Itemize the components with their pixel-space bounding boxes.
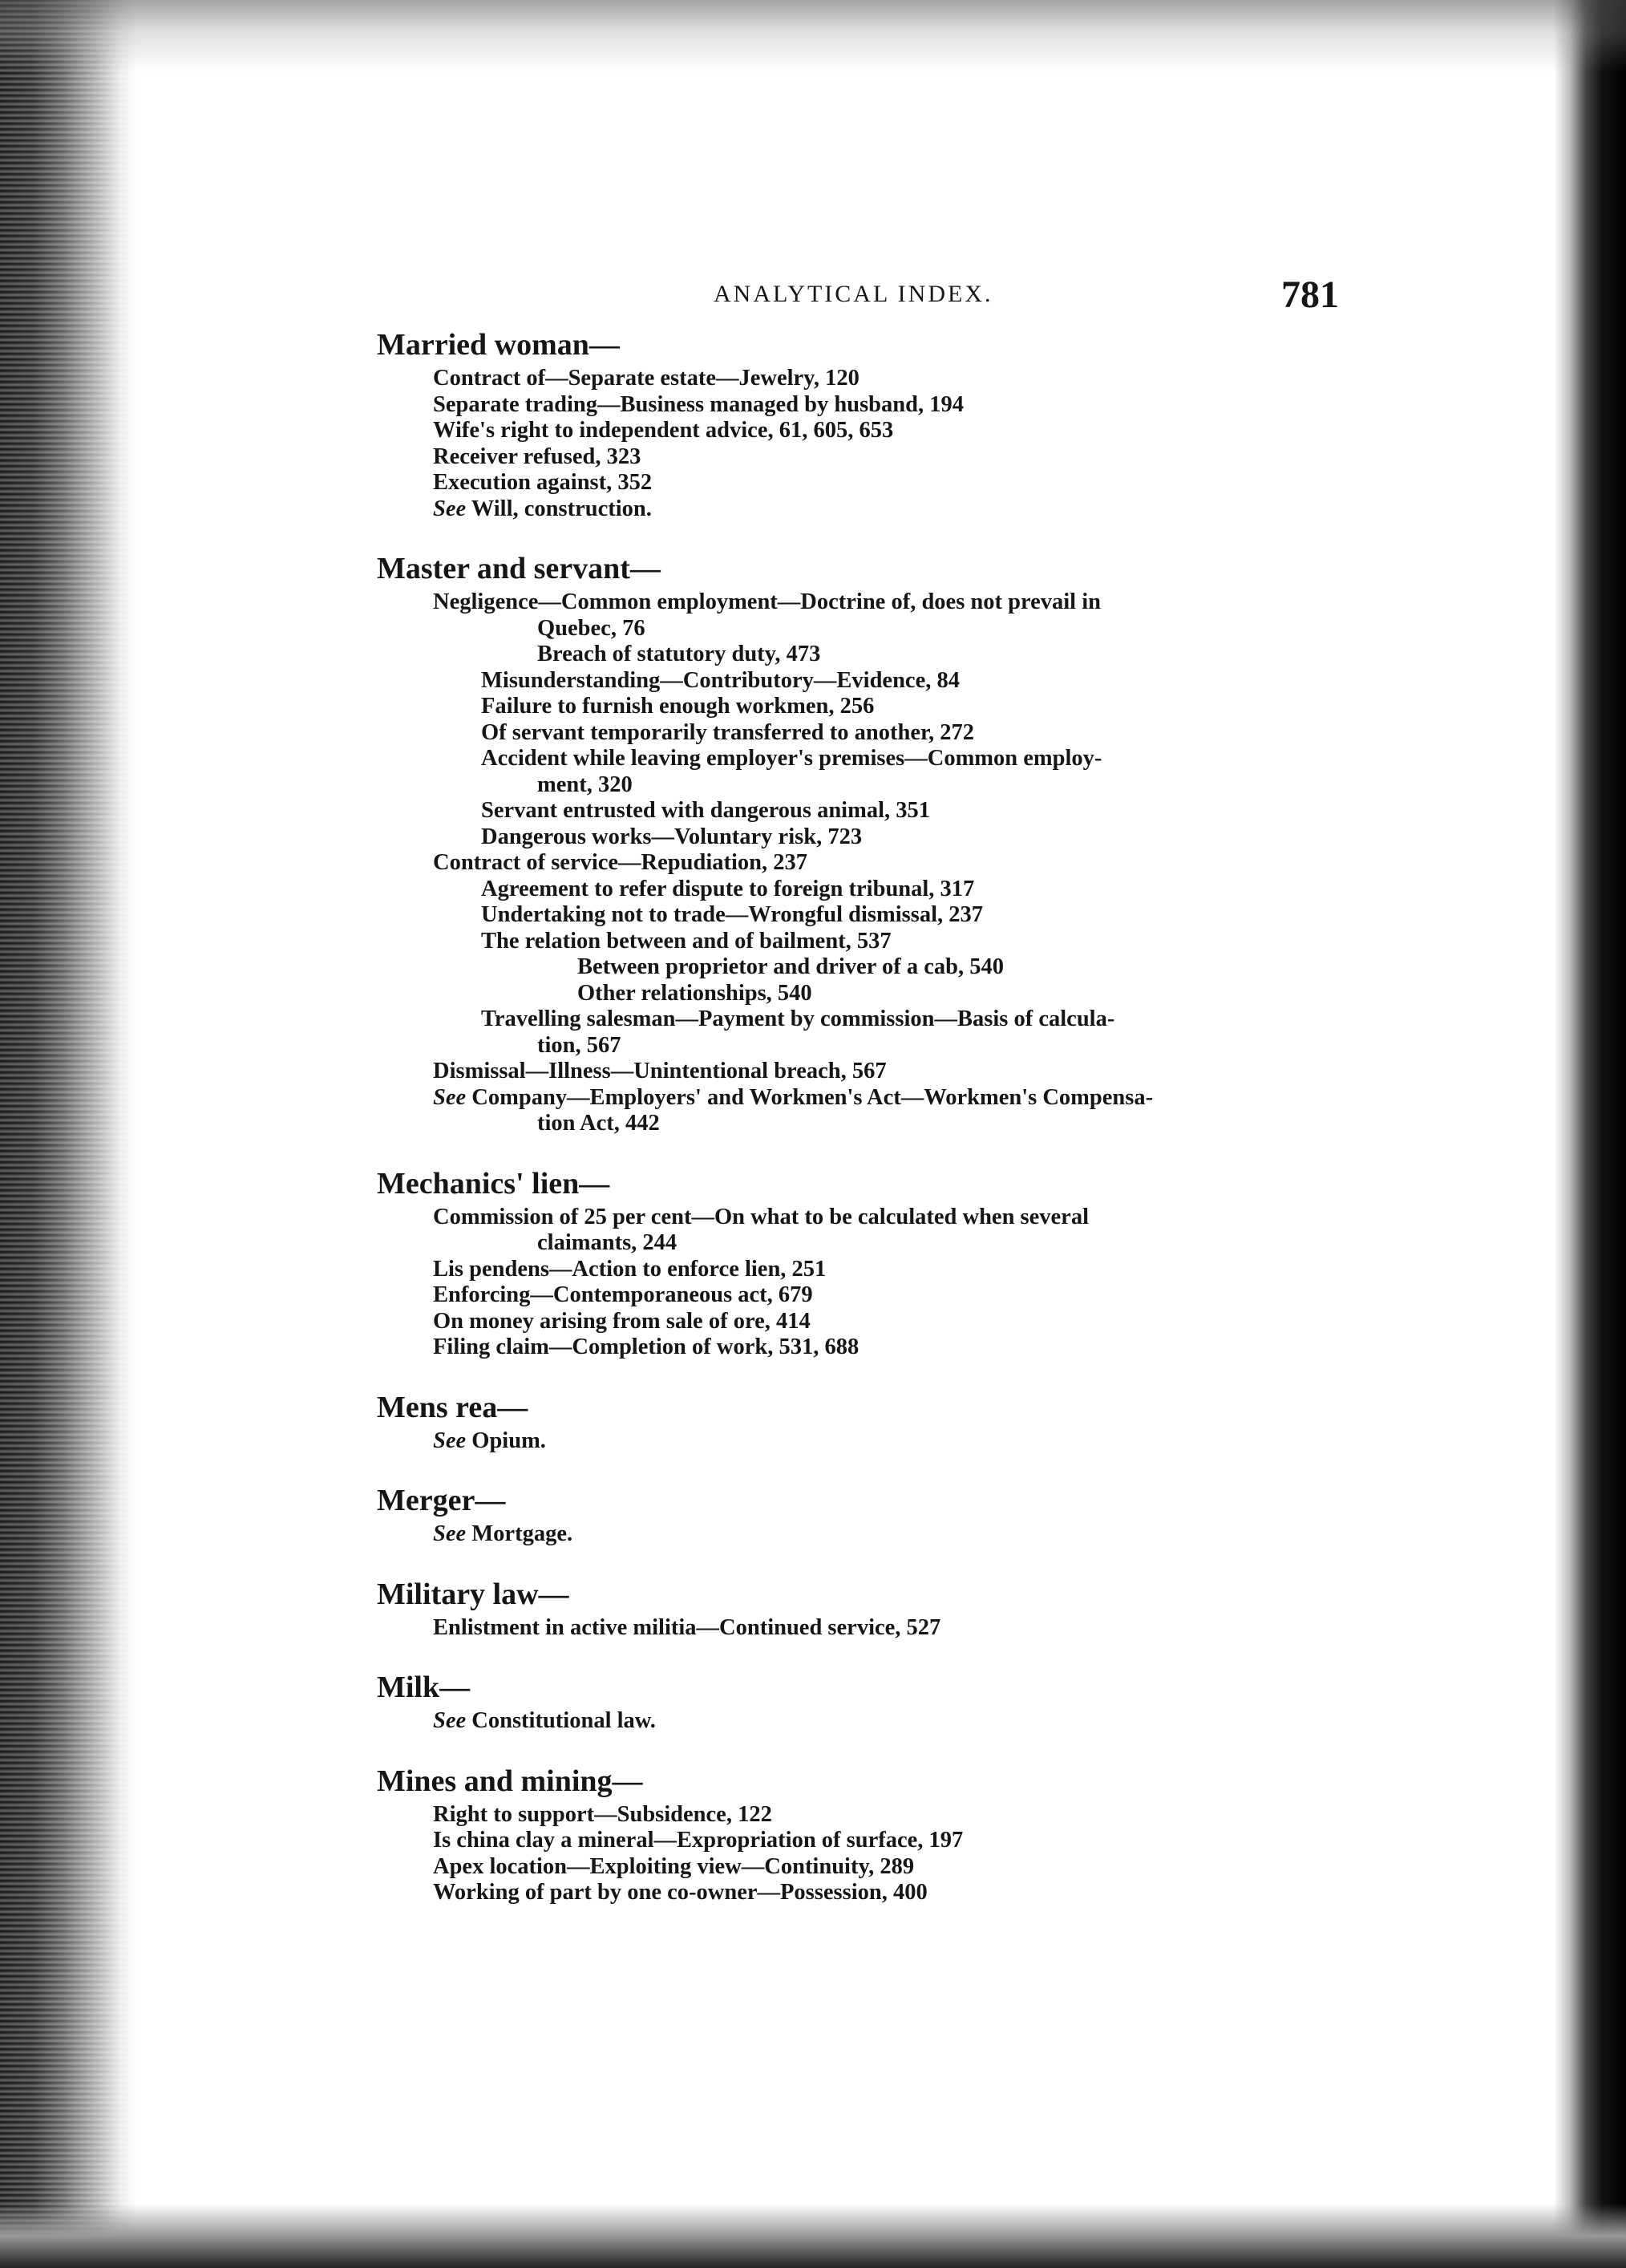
entry-line: [377, 616, 1339, 642]
see-reference-label: See: [433, 496, 467, 521]
entry-line-text: Undertaking not to trade—Wrongful dismissal, 237: [481, 902, 984, 927]
entry-line-text: Will, construction.: [471, 496, 652, 521]
entry-line-text: Breach of statutory duty, 473: [537, 642, 821, 666]
entry-line: [377, 1230, 1339, 1257]
entry-heading: Milk—: [377, 1671, 471, 1704]
entry-line-text: Working of part by one co-owner—Possession, 400: [433, 1880, 928, 1905]
entry-line: [377, 444, 1339, 471]
entry-line: [377, 1854, 1339, 1881]
entry-line-text: Contract of service—Repudiation, 237: [433, 850, 808, 875]
entry-line-text: Filing claim—Completion of work, 531, 688: [433, 1334, 860, 1359]
entry-line: [377, 1205, 1339, 1231]
entry-line: [377, 929, 1339, 955]
entry-line: [377, 642, 1339, 668]
entry-line: [377, 1802, 1339, 1829]
entry-line: [377, 1615, 1339, 1642]
entry-line: [377, 470, 1339, 496]
entry-line-text: Of servant temporarily transferred to another, 272: [481, 719, 975, 745]
entry-line-text: Company—Employers' and Workmen's Act—Workmen's Compensa-: [471, 1084, 1154, 1110]
page-header: [377, 265, 1339, 329]
entry-line: [377, 589, 1339, 616]
entry-line: [377, 668, 1339, 695]
entry-line: [377, 1033, 1339, 1059]
index-entry: [377, 1765, 1339, 1906]
entry-line-text: Dismissal—Illness—Unintentional breach, 567: [433, 1059, 887, 1083]
entry-line-text: Constitutional law.: [471, 1708, 656, 1733]
entry-heading: Married woman—: [377, 328, 620, 362]
index-entries: [377, 329, 1339, 1906]
entry-line-text: Accident while leaving employer's premises—Common employ-: [481, 746, 1102, 771]
scan-right-edge: [1554, 0, 1626, 2268]
entry-line-text: Receiver refused, 323: [433, 443, 641, 469]
entry-line: [377, 1428, 1339, 1455]
entry-line: [377, 694, 1339, 720]
entry-line-text: ment, 320: [537, 772, 633, 797]
entry-heading: Mens rea—: [377, 1390, 528, 1424]
entry-line-text: Lis pendens—Action to enforce lien, 251: [433, 1256, 827, 1282]
see-reference-label: See: [433, 1521, 467, 1546]
entry-line-text: Failure to furnish enough workmen, 256: [481, 694, 875, 719]
entry-line: [377, 1708, 1339, 1735]
entry-line-text: Enforcing—Contemporaneous act, 679: [433, 1282, 813, 1307]
index-entry: [377, 553, 1339, 1137]
entry-line: [377, 1059, 1339, 1085]
entry-line: [377, 1111, 1339, 1137]
entry-line: [377, 720, 1339, 747]
entry-line-text: Negligence—Common employment—Doctrine of, does not prevail in: [433, 589, 1101, 614]
scan-bottom-edge: [0, 2204, 1626, 2268]
entry-line-text: Right to support—Subsidence, 122: [433, 1801, 772, 1827]
entry-line: [377, 1282, 1339, 1309]
entry-heading: Mechanics' lien—: [377, 1166, 610, 1201]
entry-line: [377, 1521, 1339, 1548]
entry-line-text: The relation between and of bailment, 537: [481, 928, 892, 954]
page-number: 781: [1281, 273, 1339, 316]
entry-line: [377, 772, 1339, 799]
entry-line: [377, 1309, 1339, 1335]
entry-line-text: Is china clay a mineral—Expropriation of surface, 197: [433, 1828, 964, 1853]
see-reference-label: See: [433, 1428, 467, 1453]
entry-line-text: Misunderstanding—Contributory—Evidence, 84: [481, 667, 960, 693]
see-reference-label: See: [433, 1708, 467, 1733]
entry-line-text: Apex location—Exploiting view—Continuity, 289: [433, 1853, 915, 1879]
scan-left-edge: [0, 0, 136, 2268]
entry-line: [377, 392, 1339, 419]
entry-line: [377, 902, 1339, 929]
entry-line: [377, 496, 1339, 523]
index-entry: [377, 1168, 1339, 1361]
entry-heading: Mines and mining—: [377, 1764, 643, 1798]
index-entry: [377, 1578, 1339, 1642]
entry-line-text: Separate trading—Business managed by husband, 194: [433, 391, 964, 417]
entry-line-text: Commission of 25 per cent—On what to be calculated when several: [433, 1204, 1089, 1229]
entry-line: [377, 1006, 1339, 1033]
entry-line: [377, 1880, 1339, 1906]
entry-line-text: Contract of—Separate estate—Jewelry, 120: [433, 366, 860, 391]
entry-line: [377, 418, 1339, 444]
entry-line-text: tion Act, 442: [537, 1111, 660, 1136]
entry-line-text: Between proprietor and driver of a cab, 540: [577, 954, 1004, 979]
see-reference-label: See: [433, 1084, 467, 1110]
entry-line-text: Other relationships, 540: [577, 980, 812, 1006]
entry-line-text: Dangerous works—Voluntary risk, 723: [481, 824, 863, 849]
index-page: [377, 265, 1339, 2109]
entry-line-text: On money arising from sale of ore, 414: [433, 1308, 811, 1334]
entry-line-text: Mortgage.: [471, 1521, 573, 1546]
entry-line: [377, 798, 1339, 824]
entry-line-text: Execution against, 352: [433, 470, 653, 495]
running-head: ANALYTICAL INDEX.: [714, 281, 993, 307]
entry-line: [377, 981, 1339, 1007]
entry-line: [377, 1828, 1339, 1854]
index-entry: [377, 1391, 1339, 1455]
entry-line-text: Enlistment in active militia—Continued service, 527: [433, 1614, 941, 1640]
entry-line: [377, 1334, 1339, 1361]
entry-line-text: claimants, 244: [537, 1230, 678, 1255]
entry-line-text: Servant entrusted with dangerous animal, 351: [481, 798, 931, 823]
entry-line: [377, 746, 1339, 772]
entry-line-text: Opium.: [471, 1428, 546, 1453]
entry-line: [377, 1257, 1339, 1283]
entry-line: [377, 877, 1339, 903]
index-entry: [377, 329, 1339, 522]
entry-line: [377, 954, 1339, 981]
entry-line: [377, 1085, 1339, 1112]
entry-heading: Merger—: [377, 1484, 506, 1517]
entry-line: [377, 850, 1339, 877]
index-entry: [377, 1671, 1339, 1735]
entry-line-text: tion, 567: [537, 1032, 621, 1058]
entry-line: [377, 366, 1339, 392]
scan-top-edge: [0, 0, 1626, 72]
entry-heading: Military law—: [377, 1577, 569, 1611]
index-entry: [377, 1484, 1339, 1548]
entry-line-text: Quebec, 76: [537, 615, 645, 641]
entry-line-text: Travelling salesman—Payment by commission—Basis of calcula-: [481, 1006, 1115, 1031]
entry-line-text: Agreement to refer dispute to foreign tribunal, 317: [481, 876, 975, 901]
entry-heading: Master and servant—: [377, 552, 661, 585]
entry-line-text: Wife's right to independent advice, 61, 605, 653: [433, 418, 894, 443]
entry-line: [377, 824, 1339, 851]
